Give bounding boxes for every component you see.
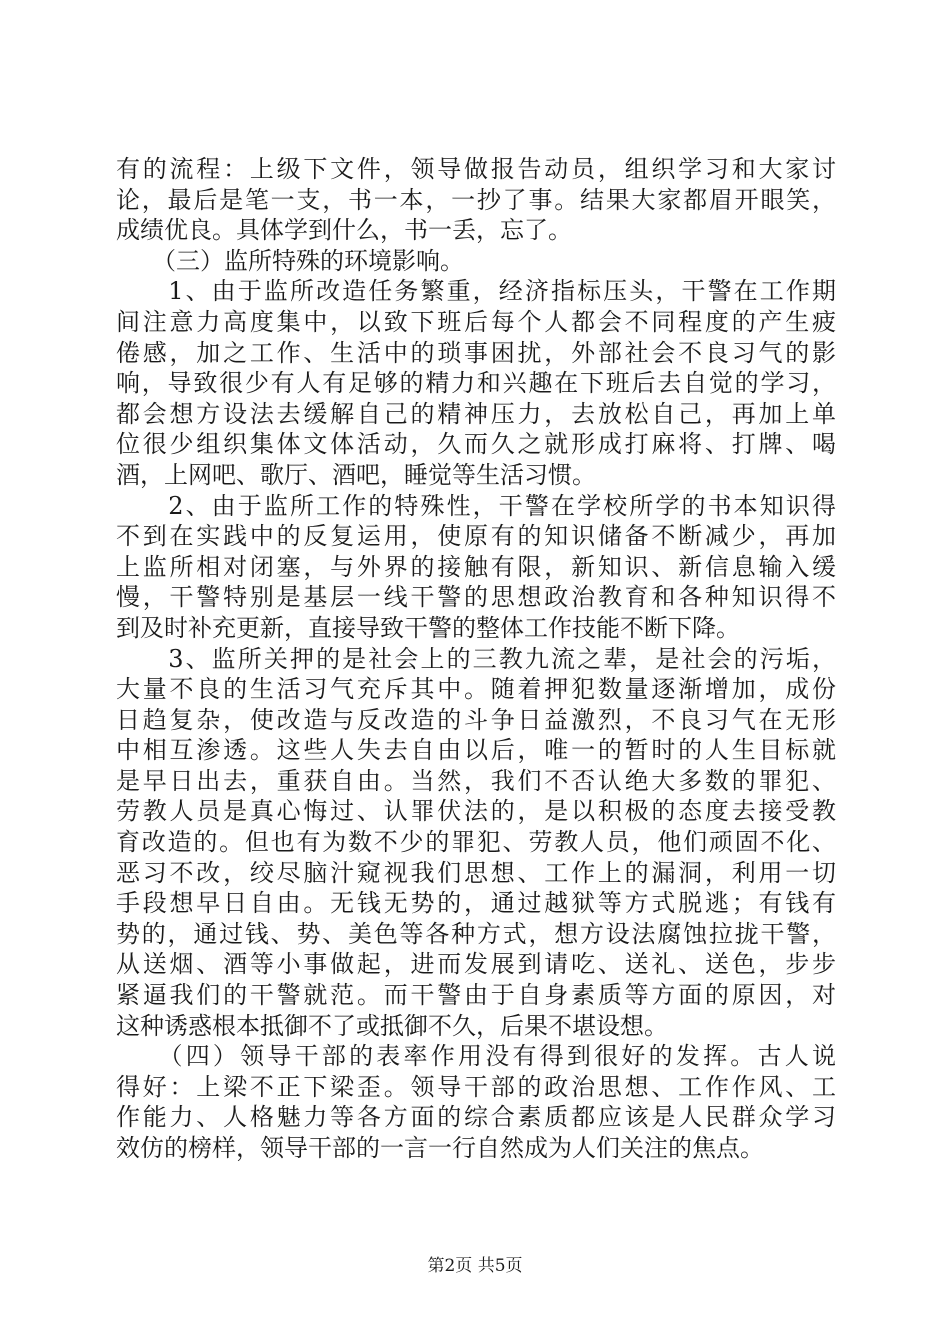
text-line: 紧逼我们的干警就范。而干警由于自身素质等方面的原因，对 [116, 981, 836, 1010]
text-line: 作能力、人格魅力等各方面的综合素质都应该是人民群众学习 [116, 1103, 836, 1132]
text-line: 恶习不改，绞尽脑汁窥视我们思想、工作上的漏洞，利用一切 [116, 858, 836, 887]
text-line: 这种诱惑根本抵御不了或抵御不久，后果不堪设想。 [116, 1011, 668, 1040]
text-line: 论，最后是笔一支，书一本，一抄了事。结果大家都眉开眼笑， [116, 185, 836, 214]
text-line: 势的，通过钱、势、美色等各种方式，想方设法腐蚀拉拢干警， [116, 919, 836, 948]
body-text [116, 154, 836, 1164]
text-line: 响，导致很少有人有足够的精力和兴趣在下班后去自觉的学习， [116, 369, 836, 398]
text-line: 大量不良的生活习气充斥其中。随着押犯数量逐渐增加，成份 [116, 675, 836, 704]
text-line: 得好：上梁不正下梁歪。领导干部的政治思想、工作作风、工 [116, 1072, 836, 1101]
text-line: 位很少组织集体文体活动，久而久之就形成打麻将、打牌、喝 [116, 430, 836, 459]
text-line: 成绩优良。具体学到什么，书一丢，忘了。 [116, 216, 572, 245]
text-line: 间注意力高度集中，以致下班后每个人都会不同程度的产生疲 [116, 307, 836, 336]
text-line: （四）领导干部的表率作用没有得到很好的发挥。古人说 [116, 1042, 836, 1071]
text-line: 上监所相对闭塞，与外界的接触有限，新知识、新信息输入缓 [116, 552, 836, 581]
text-line: 有的流程：上级下文件，领导做报告动员，组织学习和大家讨 [116, 155, 836, 183]
text-line: （三）监所特殊的环境影响。 [116, 246, 464, 275]
text-line: 1、由于监所改造任务繁重，经济指标压头，干警在工作期 [116, 277, 836, 306]
text-line: 倦感，加之工作、生活中的琐事困扰，外部社会不良习气的影 [116, 338, 836, 367]
text-line: 育改造的。但也有为数不少的罪犯、劳教人员，他们顽固不化、 [116, 828, 836, 857]
text-line: 都会想方设法去缓解自己的精神压力，去放松自己，再加上单 [116, 399, 836, 428]
page-footer: 第2页 共5页 [427, 1256, 523, 1276]
text-line: 3、监所关押的是社会上的三教九流之辈，是社会的污垢， [116, 644, 836, 673]
text-line: 酒，上网吧、歌厅、酒吧，睡觉等生活习惯。 [116, 460, 596, 489]
text-line: 到及时补充更新，直接导致干警的整体工作技能不断下降。 [116, 613, 740, 642]
text-line: 劳教人员是真心悔过、认罪伏法的，是以积极的态度去接受教 [116, 797, 836, 826]
text-line: 不到在实践中的反复运用，使原有的知识储备不断减少，再加 [116, 522, 836, 551]
text-line: 2、由于监所工作的特殊性，干警在学校所学的书本知识得 [116, 491, 836, 520]
text-line: 是早日出去，重获自由。当然，我们不否认绝大多数的罪犯、 [116, 766, 836, 795]
text-line: 日趋复杂，使改造与反改造的斗争日益激烈，不良习气在无形 [116, 705, 836, 734]
text-line: 效仿的榜样，领导干部的一言一行自然成为人们关注的焦点。 [116, 1134, 764, 1162]
text-line: 手段想早日自由。无钱无势的，通过越狱等方式脱逃；有钱有 [116, 889, 836, 918]
text-line: 慢，干警特别是基层一线干警的思想政治教育和各种知识得不 [116, 583, 836, 612]
text-line: 中相互渗透。这些人失去自由以后，唯一的暂时的人生目标就 [116, 736, 836, 765]
text-line: 从送烟、酒等小事做起，进而发展到请吃、送礼、送色，步步 [116, 950, 836, 979]
